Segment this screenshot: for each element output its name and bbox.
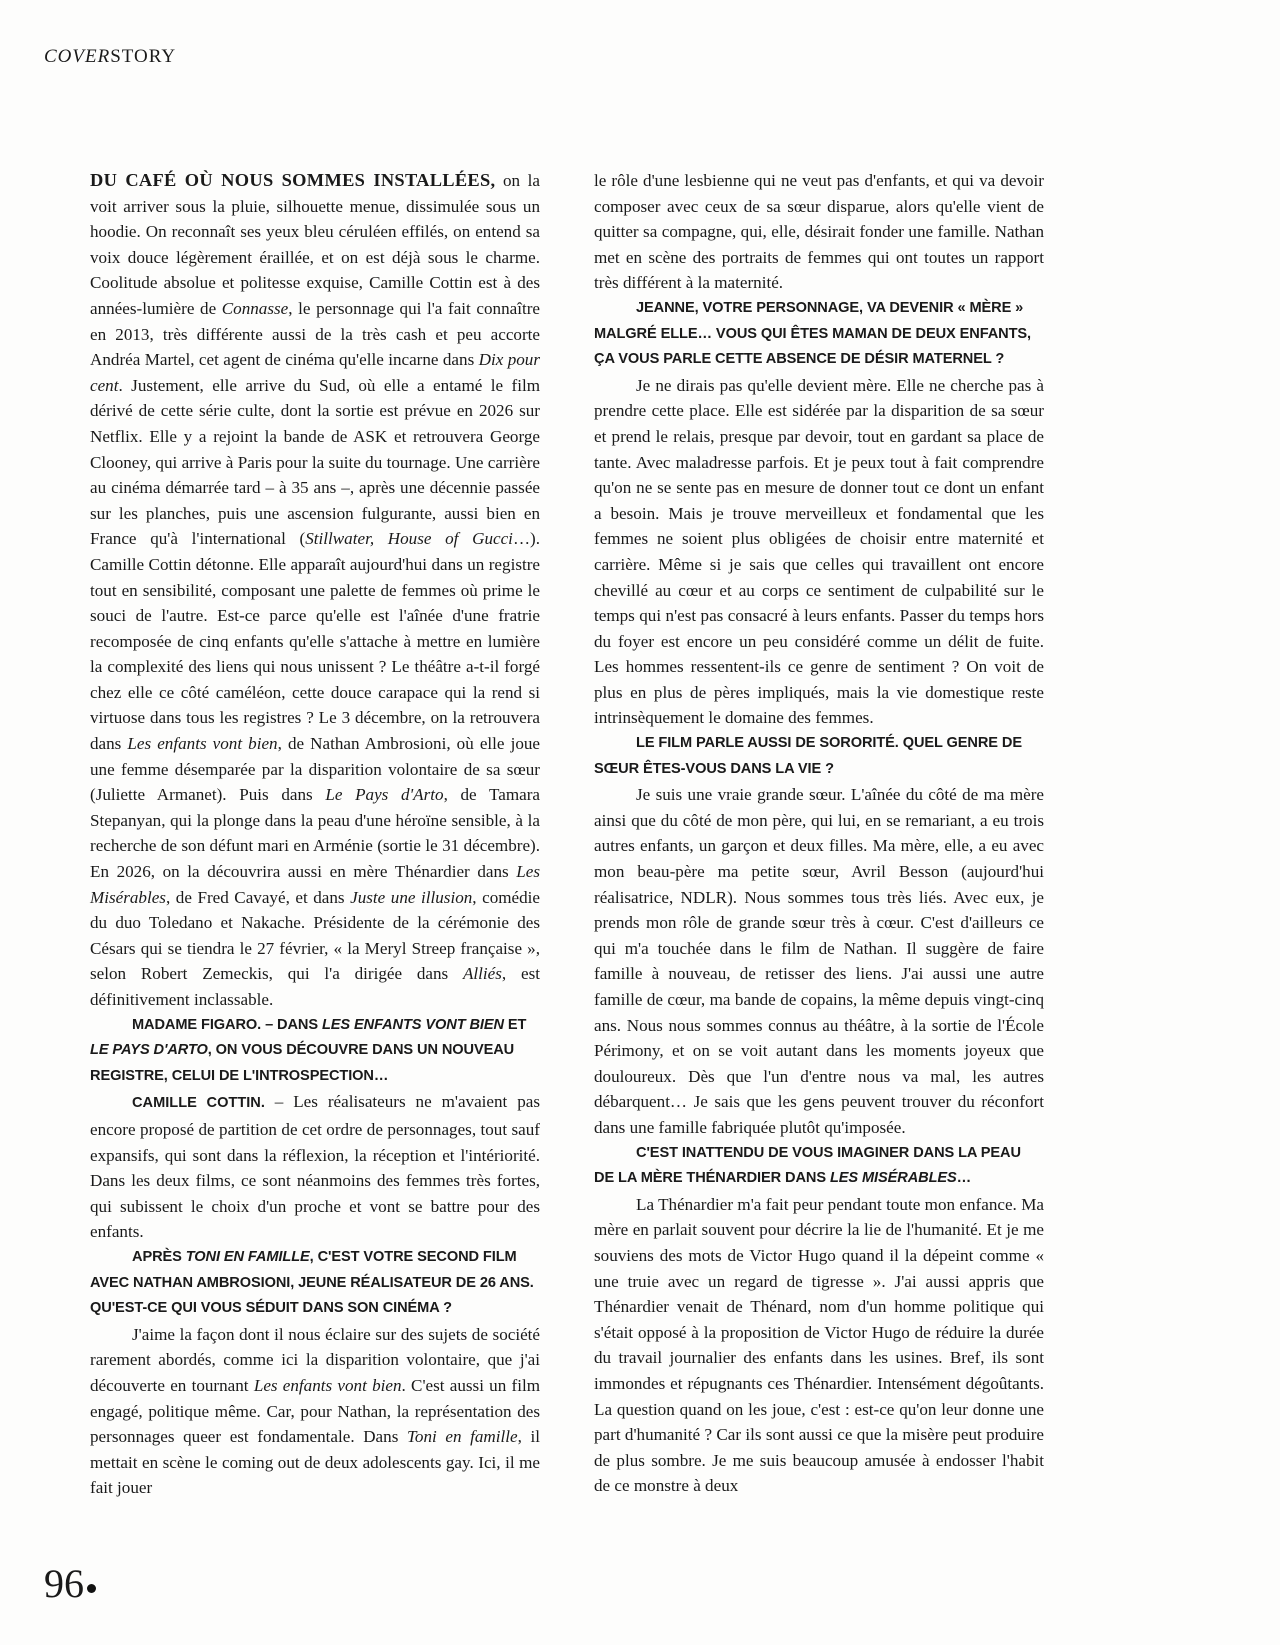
question-4: LE FILM PARLE AUSSI DE SORORITÉ. QUEL GENRE DE SŒUR ÊTES-VOUS DANS LA VIE ? — [594, 735, 1022, 777]
header-cover-text: COVER — [44, 46, 111, 67]
answer-4: Je suis une vraie grande sœur. L'aînée du côté de ma mère ainsi que du côté de mon père, qui lui, en se remariant, a eu trois autres enfants, un garçon et deux filles. Ma mère, elle, a eu avec mon beau-père ma petite sœur, Avril Besson (aujourd'hui réalisatrice, NDLR). Nous sommes tous très liés. Avec eux, je prends mon rôle de grande sœur très à cœur. C'est d'ailleurs ce qui m'a touchée dans le film de Nathan. Il suggère de faire famille à nouveau, de retisser des liens. J'ai aussi une autre famille de cœur, ma bande de copains, la même depuis vingt-cinq ans. Nous nous sommes connus au théâtre, à la sortie de l'École Périmony, et on se voit autant dans les moments joyeux que douloureux. Dès que l'un d'entre nous va mal, les autres débarquent… Je sais que les gens peuvent trouver du réconfort dans une famille fabriquée plutôt qu'imposée. — [594, 785, 1044, 1137]
question-5: C'EST INATTENDU DE VOUS IMAGINER DANS LA PEAU DE LA MÈRE THÉNARDIER DANS LES MISÉRABLES… — [594, 1144, 1021, 1187]
answer-1-speaker: CAMILLE COTTIN. — [132, 1095, 265, 1112]
answer-2: J'aime la façon dont il nous éclaire sur des sujets de société rarement abordés, comme ici la disparition volontaire, que j'ai découverte en tournant Les enfants vont bien. C'est aussi un film engagé, politique même. Car, pour Nathan, la représentation des personnages queer est fondamentale. Dans Toni en famille, il mettait en scène le coming out de deux adolescents gay. Ici, il me fait jouer — [90, 1324, 541, 1498]
answer-1 — [90, 1089, 540, 1245]
page-number-value: 96 — [44, 1561, 84, 1606]
lead-paragraph — [90, 168, 540, 1013]
folio-dot — [87, 1584, 96, 1593]
header-story-text: STORY — [110, 46, 177, 67]
answer-3: Je ne dirais pas qu'elle devient mère. Elle ne cherche pas à prendre cette place. Elle est sidérée par la disparition de sa sœur et prend le relais, presque par devoir, tout en gardant sa place de tante. Avec maladresse parfois. Et je peux tout à fait comprendre qu'on ne se sente pas en mesure de donner tout ce dont un enfant a besoin. Mais je trouve merveilleux et fondamental que les femmes ne soient plus obligées de choisir entre maternité et carrière. Même si je sais que celles qui travaillent ont encore chevillé au cœur et au corps ce sentiment de culpabilité sur le temps qui n'est pas consacré à leurs enfants. Passer du temps hors du foyer est encore un peu considéré comme un délit de fuite. Les hommes ressentent-ils ce genre de sentiment ? On voit de plus en plus de pères impliqués, mais la vie domestique reste intrinsèquement le domaine des femmes. — [594, 375, 1044, 728]
question-1: MADAME FIGARO. – DANS LES ENFANTS VONT BIEN ET LE PAYS D'ARTO, ON VOUS DÉCOUVRE DANS UN NOUVEAU REGISTRE, CELUI DE L'INTROSPECTION… — [90, 1016, 527, 1084]
page-number — [44, 1560, 96, 1607]
question-3: JEANNE, VOTRE PERSONNAGE, VA DEVENIR « MÈRE » MALGRÉ ELLE… VOUS QUI ÊTES MAMAN DE DEUX ENFANTS, ÇA VOUS PARLE CETTE ABSENCE DE DÉSIR MATERNEL ? — [594, 299, 1031, 368]
lead-title: DU CAFÉ OÙ NOUS SOMMES INSTALLÉES, — [90, 170, 496, 190]
right-column — [594, 168, 1044, 1501]
answer-5: La Thénardier m'a fait peur pendant toute mon enfance. Ma mère en parlait souvent pour décrire la lie de l'humanité. Et je me souviens des mots de Victor Hugo quand il la dépeint comme « une truie avec un regard de tigresse ». J'ai aussi appris que Thénardier venait de Thénard, nom d'un homme politique qui s'était opposé à la proposition de Victor Hugo de réduire la durée du travail journalier des enfants dans les usines. Bref, ils sont immondes et répugnants ces Thénardier. Intensément dégoûtants. La question quand on les joue, c'est : est-ce qu'on leur donne une part d'humanité ? Car ils sont aussi ce que la misère peut produire de plus sombre. Je me suis beaucoup amusée à endosser l'habit de ce monstre à deux — [594, 1194, 1044, 1496]
answer-2-continued: le rôle d'une lesbienne qui ne veut pas d'enfants, et qui va devoir composer avec ceux de sa sœur disparue, alors qu'elle vient de quitter sa compagne, qui, elle, désirait fonder une famille. Nathan met en scène des portraits de femmes qui ont toutes un rapport très différent à la maternité. — [594, 171, 1044, 293]
section-header — [44, 46, 176, 68]
left-column — [90, 168, 540, 1501]
article-body — [90, 168, 1190, 1501]
answer-1-text: – Les réalisateurs ne m'avaient pas encore proposé de partition de cet ordre de personnages, tout sauf expansifs, qui sont dans la réflexion, la réception et l'intériorité. Dans les deux films, ce sont néanmoins des femmes très fortes, qui subissent le choix d'un proche et vont se battre pour des enfants. — [90, 1092, 540, 1242]
lead-body: on la voit arriver sous la pluie, silhouette menue, dissimulée sous un hoodie. On reconnaît ses yeux bleu céruléen effilés, on entend sa voix douce légèrement éraillée, et on est déjà sous le charme. Coolitude absolue et politesse exquise, Camille Cottin est à des années-lumière de Connasse, le personnage qui l'a fait connaître en 2013, très différente aussi de la très cash et peu accorte Andréa Martel, cet agent de cinéma qu'elle incarne dans Dix pour cent. Justement, elle arrive du Sud, où elle a entamé le film dérivé de cette série culte, dont la sortie est prévue en 2026 sur Netflix. Elle y a rejoint la bande de ASK et retrouvera George Clooney, qui arrive à Paris pour la suite du tournage. Une carrière au cinéma démarrée tard – à 35 ans –, après une décennie passée sur les planches, puis une ascension fulgurante, aussi bien en France qu'à l'international (Stillwater, House of Gucci…). Camille Cottin détonne. Elle apparaît aujourd'hui dans un registre tout en sensibilité, composant une palette de femmes où prime le souci de l'autre. Est-ce parce qu'elle est l'aînée d'une fratrie recomposée de cinq enfants qu'elle s'attache à mettre en lumière la complexité des liens qui nous unissent ? Le théâtre a-t-il forgé chez elle ce côté caméléon, cette douce carapace qui la rend si virtuose dans tous les registres ? Le 3 décembre, on la retrouvera dans Les enfants vont bien, de Nathan Ambrosioni, où elle joue une femme désemparée par la disparition volontaire de sa sœur (Juliette Armanet). Puis dans Le Pays d'Arto, de Tamara Stepanyan, qui la plonge dans la peau d'une héroïne sensible, à la recherche de son défunt mari en Arménie (sortie le 31 décembre). En 2026, on la découvrira aussi en mère Thénardier dans Les Misérables, de Fred Cavayé, et dans Juste une illusion, comédie du duo Toledano et Nakache. Présidente de la cérémonie des Césars qui se tiendra le 27 février, « la Meryl Streep française », selon Robert Zemeckis, qui l'a dirigée dans Alliés, est définitivement inclassable. — [90, 171, 541, 1009]
question-2: APRÈS TONI EN FAMILLE, C'EST VOTRE SECOND FILM AVEC NATHAN AMBROSIONI, JEUNE RÉALISATEUR DE 26 ANS. QU'EST-CE QUI VOUS SÉDUIT DANS SON CINÉMA ? — [90, 1248, 534, 1317]
